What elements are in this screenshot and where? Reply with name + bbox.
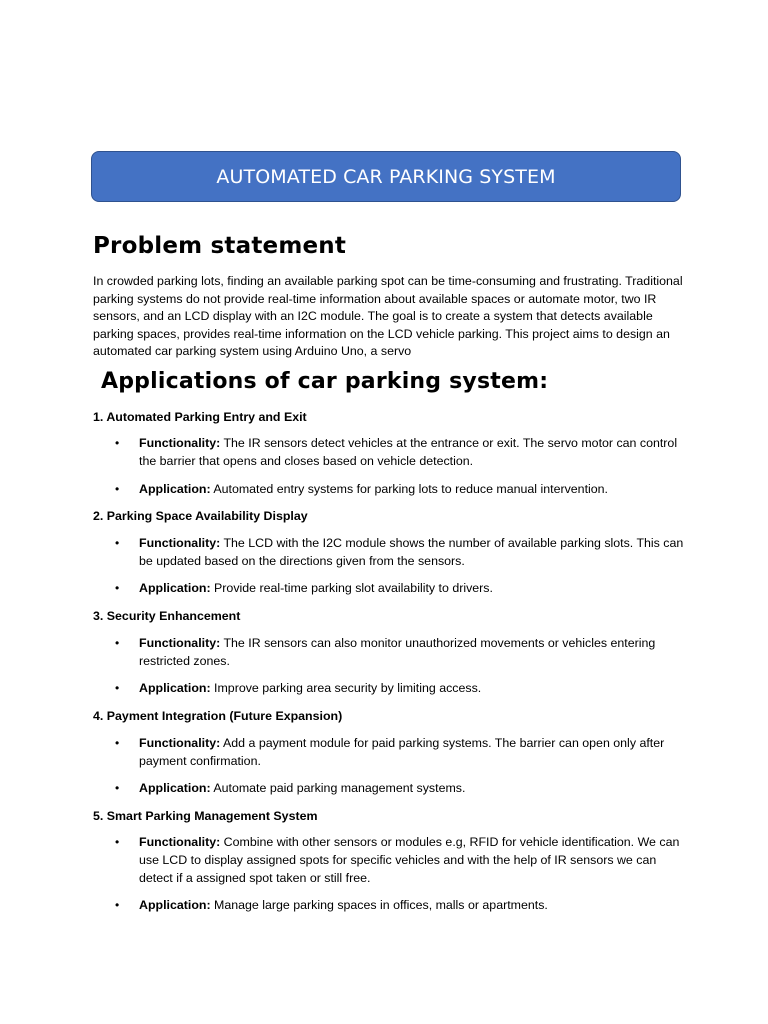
bullet-icon: • <box>115 781 120 795</box>
item-label: Application: <box>139 482 211 496</box>
item-text: Manage large parking spaces in offices, malls or apartments. <box>210 898 548 912</box>
section-title: 3. Security Enhancement <box>93 609 241 623</box>
list-item <box>115 735 684 771</box>
item-label: Functionality: <box>139 436 221 450</box>
item-label: Functionality: <box>139 636 221 650</box>
list-item <box>115 897 684 915</box>
list-item <box>115 834 684 887</box>
item-text: The IR sensors detect vehicles at the entrance or exit. The servo motor can control the barrier that opens and closes based on vehicle detection. <box>139 436 678 468</box>
item-label: Application: <box>139 898 211 912</box>
list-item <box>115 435 684 471</box>
section-title: 5. Smart Parking Management System <box>93 809 318 823</box>
bullet-icon: • <box>115 536 120 550</box>
bullet-icon: • <box>115 835 120 849</box>
problem-statement-text: In crowded parking lots, finding an available parking spot can be time-consuming and frustrating. Traditional parking systems do not provide real-time information about available spaces or automate motor, two IR sensors, and an LCD display with an I2C module. The goal is to create a system that detects available parking spaces, provides real-time information on the LCD vehicle parking. This project aims to design an automated car parking system using Arduino Uno, a servo <box>93 274 683 359</box>
item-text: The LCD with the I2C module shows the number of available parking slots. This can be updated based on the directions given from the sensors. <box>139 536 684 568</box>
document-title: AUTOMATED CAR PARKING SYSTEM <box>216 165 556 188</box>
item-label: Functionality: <box>139 536 221 550</box>
bullet-icon: • <box>115 636 120 650</box>
list-item <box>115 481 684 499</box>
title-banner <box>91 151 681 202</box>
item-text: Improve parking area security by limiting access. <box>210 681 482 695</box>
list-item <box>115 635 684 671</box>
item-text: Combine with other sensors or modules e.g, RFID for vehicle identification. We can use LCD to display assigned spots for specific vehicles and with the help of IR sensors we can detect if a assigned spot taken or still free. <box>139 835 680 885</box>
item-text: Provide real-time parking slot availability to drivers. <box>210 581 493 595</box>
item-label: Functionality: <box>139 736 221 750</box>
bullet-icon: • <box>115 436 120 450</box>
section-title: 1. Automated Parking Entry and Exit <box>93 410 307 424</box>
problem-statement-heading: Problem statement <box>93 233 347 259</box>
bullet-icon: • <box>115 581 120 595</box>
list-item <box>115 780 684 798</box>
item-text: The IR sensors can also monitor unauthorized movements or vehicles entering restricted zones. <box>139 636 656 668</box>
item-text: Add a payment module for paid parking systems. The barrier can open only after payment confirmation. <box>139 736 665 768</box>
applications-heading: Applications of car parking system: <box>101 369 549 394</box>
item-label: Application: <box>139 781 211 795</box>
bullet-icon: • <box>115 736 120 750</box>
item-text: Automated entry systems for parking lots to reduce manual intervention. <box>210 482 608 496</box>
item-label: Functionality: <box>139 835 221 849</box>
bullet-icon: • <box>115 482 120 496</box>
bullet-icon: • <box>115 898 120 912</box>
section-title: 2. Parking Space Availability Display <box>93 509 308 523</box>
bullet-icon: • <box>115 681 120 695</box>
item-text: Automate paid parking management systems. <box>210 781 466 795</box>
list-item <box>115 535 684 571</box>
section-title: 4. Payment Integration (Future Expansion) <box>93 709 343 723</box>
item-label: Application: <box>139 581 211 595</box>
list-item <box>115 580 684 598</box>
list-item <box>115 680 684 698</box>
item-label: Application: <box>139 681 211 695</box>
